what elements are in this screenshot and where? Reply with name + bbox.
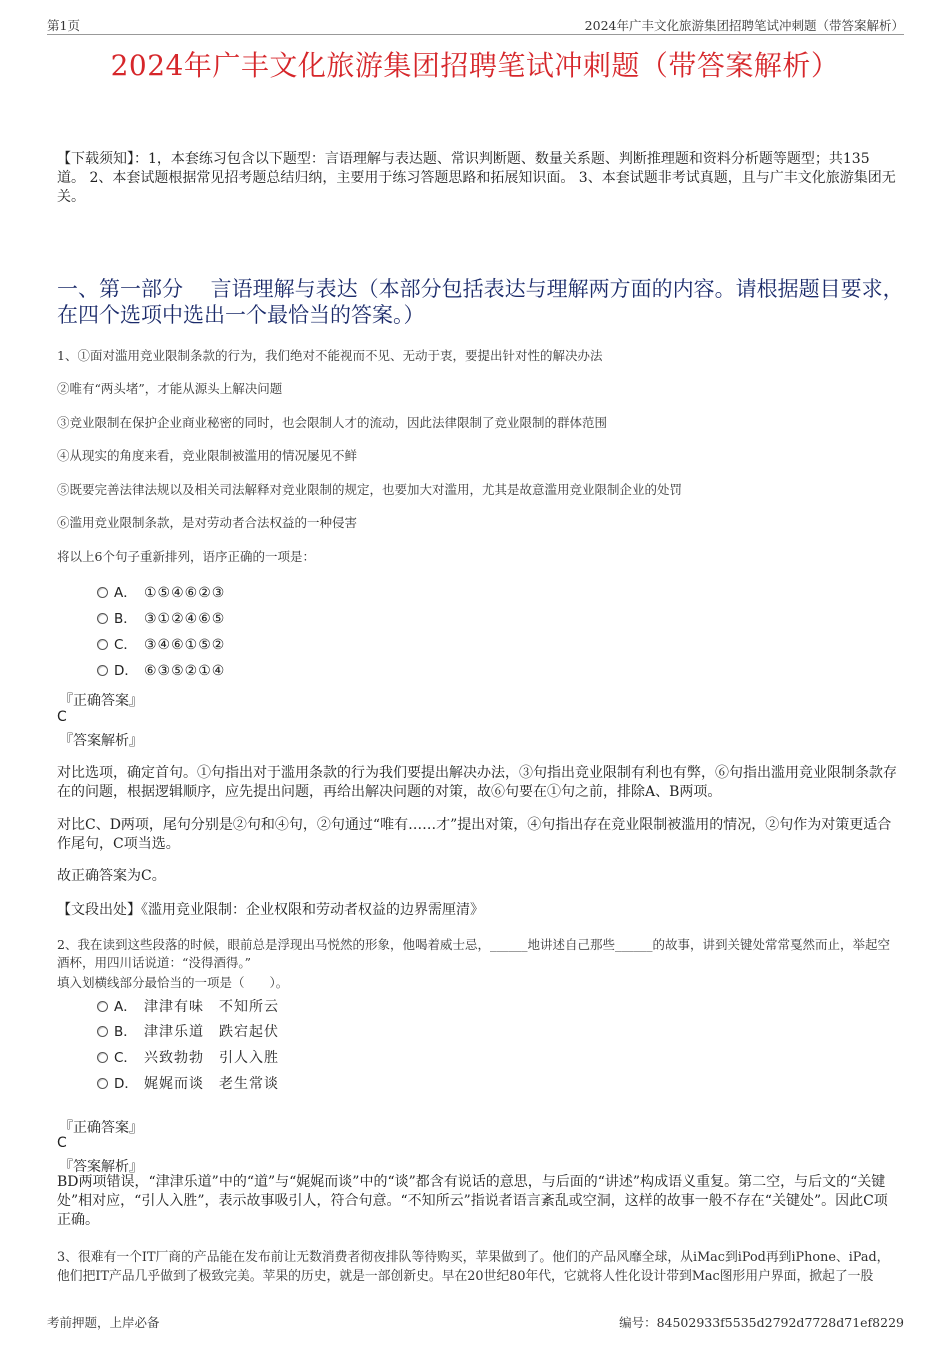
q1-prompt: 将以上6个句子重新排列，语序正确的一项是： [57,549,315,564]
page-header [47,14,904,35]
q1-analysis-label: 『答案解析』 [59,733,143,749]
q1-analysis-1: 对比选项，确定首句。①句指出对于滥用条款的行为我们要提出解决办法，③句指出竞业限制有利也有弊，⑥句指出滥用竞业限制条款存在的问题，根据逻辑顺序，应先提出问题，再给出解决问题的对策，故⑥句要在①句之前，排除A、B两项。 [57,765,897,800]
q1-option-c[interactable]: C． ③④⑥①⑤② [97,635,225,655]
radio-icon[interactable] [97,1001,108,1012]
q2-answer-label: 『正确答案』 [59,1120,143,1136]
q1-sentence-3: ③竞业限制在保护企业商业秘密的同时，也会限制人才的流动，因此法律限制了竞业限制的群体范围 [57,415,608,430]
q2-analysis: BD两项错误，“津津乐道”中的“道”与“娓娓而谈”中的“谈”都含有说话的意思，与后面的“讲述”构成语义重复。第二空，与后文的“关键处”相对应，“引人入胜”，表示故事吸引人，符合句意。“不知所云”指说者语言紊乱或空洞，这样的故事一般不存在“关键处”。因此C项正确。 [57,1174,888,1228]
radio-icon[interactable] [97,639,108,650]
q1-sentence-1: 1、①面对滥用竞业限制条款的行为，我们绝对不能视而不见、无动于衷，要提出针对性的解决办法 [57,348,603,363]
q1-option-d[interactable]: D． ⑥③⑤②①④ [97,661,225,681]
radio-icon[interactable] [97,587,108,598]
q2-answer: C [57,1135,67,1151]
q2-option-c[interactable]: C． 兴致勃勃 引人入胜 [97,1048,279,1068]
q1-answer: C [57,709,67,725]
q2-analysis-label: 『答案解析』 [59,1159,143,1175]
q2-stem: 2、我在读到这些段落的时候，眼前总是浮现出马悦然的形象，他喝着威士忌，______地讲述自己那些______的故事，讲到关键处常常戛然而止，举起空酒杯，用四川话说道：“没得酒得。” [57,937,890,970]
section-heading: 一、第一部分 言语理解与表达（本部分包括表达与理解两方面的内容。请根据题目要求，在四个选项中选出一个最恰当的答案。） [57,277,904,327]
q1-sentence-5: ⑤既要完善法律法规以及相关司法解释对竞业限制的规定，也要加大对滥用，尤其是故意滥用竞业限制企业的处罚 [57,482,683,497]
q2-option-a[interactable]: A． 津津有味 不知所云 [97,997,279,1017]
q1-option-b[interactable]: B． ③①②④⑥⑤ [97,609,225,629]
q1-sentence-4: ④从现实的角度来看，竞业限制被滥用的情况屡见不鲜 [57,448,358,463]
q1-answer-label: 『正确答案』 [59,693,143,709]
footer-slogan: 考前押题，上岸必备 [47,1315,160,1330]
page-title: 2024年广丰文化旅游集团招聘笔试冲刺题（带答案解析） [110,49,840,82]
q1-source: 【文段出处】《滥用竞业限制：企业权限和劳动者权益的边界需厘清》 [57,902,484,918]
q1-sentence-2: ②唯有“两头堵”，才能从源头上解决问题 [57,381,283,396]
page-number: 第1页 [47,18,80,33]
radio-icon[interactable] [97,613,108,624]
q2-option-b[interactable]: B． 津津乐道 跌宕起伏 [97,1022,279,1042]
q1-sentence-6: ⑥滥用竞业限制条款，是对劳动者合法权益的一种侵害 [57,515,358,530]
q3-stem: 3、很难有一个IT厂商的产品能在发布前让无数消费者彻夜排队等待购买，苹果做到了。他们的产品风靡全球，从iMac到iPod再到iPhone、iPad，他们把IT产品几乎做到了极致完美。苹果的历史，就是一部创新史。早在20世纪80年代，它就将人性化设计带到Mac图形用户界面，掀起了一股 [57,1250,890,1284]
radio-icon[interactable] [97,1026,108,1037]
radio-icon[interactable] [97,665,108,676]
radio-icon[interactable] [97,1052,108,1063]
download-notice: 【下载须知】：1，本套练习包含以下题型：言语理解与表达题、常识判断题、数量关系题、判断推理题和资料分析题等题型；共135道。 2、本套试题根据常见招考题总结归纳，主要用于练习答题思路和拓展知识面。 3、本套试题非考试真题，且与广丰文化旅游集团无关。 [57,151,896,205]
q2-prompt: 填入划横线部分最恰当的一项是（ ）。 [57,975,289,990]
page-footer [47,1313,904,1333]
radio-icon[interactable] [97,1078,108,1089]
header-doc-title: 2024年广丰文化旅游集团招聘笔试冲刺题（带答案解析） [584,18,904,33]
q1-analysis-3: 故正确答案为C。 [57,868,166,884]
footer-doc-id: 编号：84502933f5535d2792d7728d71ef8229 [619,1315,904,1330]
q1-analysis-2: 对比C、D两项，尾句分别是②句和④句，②句通过“唯有……才”提出对策，④句指出存在竞业限制被滥用的情况，②句作为对策更适合作尾句，C项当选。 [57,817,892,852]
q1-option-a[interactable]: A． ①⑤④⑥②③ [97,583,225,603]
q2-option-d[interactable]: D． 娓娓而谈 老生常谈 [97,1074,279,1094]
